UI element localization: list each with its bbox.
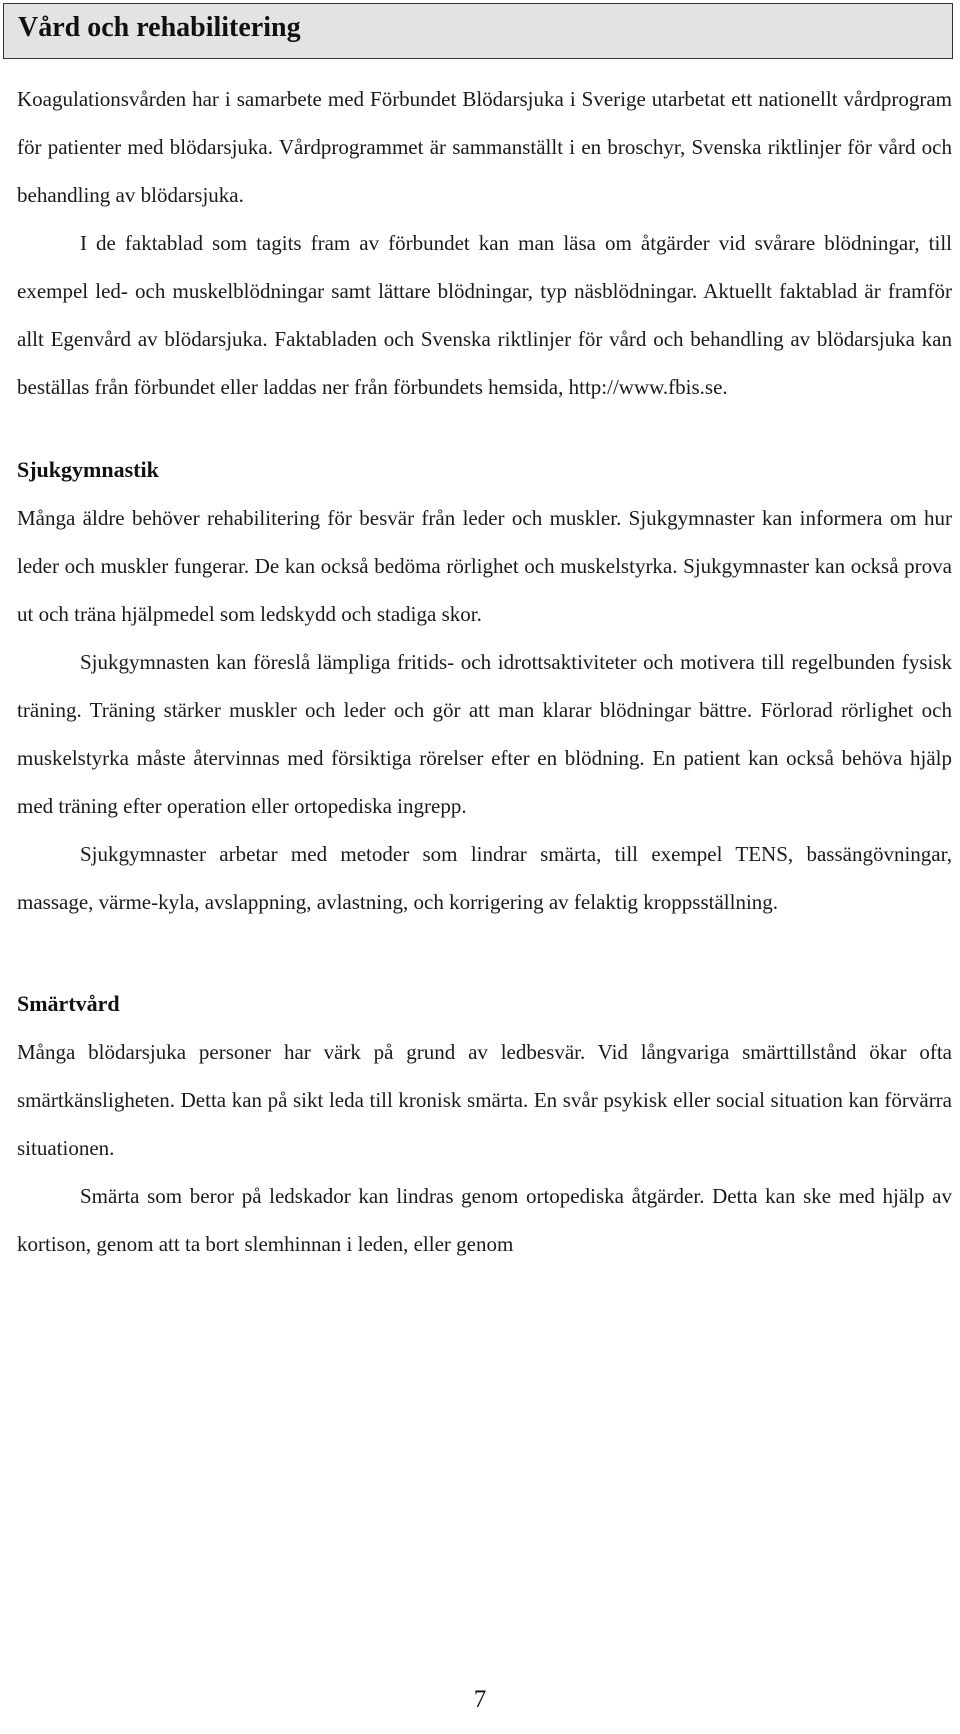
intro-paragraph: Koagulationsvården har i samarbete med Förbundet Blödarsjuka i Sverige utarbetat ett nationellt vårdprogram för patienter med blödarsjuka. Vårdprogrammet är sammanställt i en broschyr, Svenska riktlinjer för vård och behandling av blödarsjuka. [17,87,952,207]
smartvard-paragraph: Smärta som beror på ledskador kan lindras genom ortopediska åtgärder. Detta kan ske med hjälp av kortison, genom att ta bort slemhinnan i leden, eller genom [17,1184,952,1256]
page-title: Vård och rehabilitering [18,12,301,43]
section-spacer [17,411,952,446]
smartvard-paragraph: Många blödarsjuka personer har värk på grund av ledbesvär. Vid långvariga smärttillstånd ökar ofta smärtkänsligheten. Detta kan på sikt leda till kronisk smärta. En svår psykisk eller social situation kan förvärra situationen. [17,1040,952,1160]
sjukgymnastik-paragraph: Sjukgymnaster arbetar med metoder som lindrar smärta, till exempel TENS, bassängövningar, massage, värme-kyla, avslappning, avlastning, och korrigering av felaktig kroppsställning. [17,842,952,914]
sjukgymnastik-paragraph: Sjukgymnasten kan föreslå lämpliga fritids- och idrottsaktiviteter och motivera till regelbunden fysisk träning. Träning stärker muskler och leder och gör att man klarar blödningar bättre. Förlorad rörlighet och muskelstyrka måste återvinnas med försiktiga rörelser efter en blödning. En patient kan också behöva hjälp med träning efter operation eller ortopediska ingrepp. [17,650,952,818]
section-heading-smartvard: Smärtvård [17,991,120,1016]
page-number: 7 [473,1686,487,1713]
section-spacer [17,926,952,980]
document-body [17,75,952,1268]
section-header-box [3,3,953,59]
section-heading-sjukgymnastik: Sjukgymnastik [17,457,159,482]
sjukgymnastik-paragraph: Många äldre behöver rehabilitering för besvär från leder och muskler. Sjukgymnaster kan informera om hur leder och muskler fungerar. De kan också bedöma rörlighet och muskelstyrka. Sjukgymnaster kan också prova ut och träna hjälpmedel som ledskydd och stadiga skor. [17,506,952,626]
intro-paragraph: I de faktablad som tagits fram av förbundet kan man läsa om åtgärder vid svårare blödningar, till exempel led- och muskelblödningar samt lättare blödningar, typ näsblödningar. Aktuellt faktablad är framför allt Egenvård av blödarsjuka. Faktabladen och Svenska riktlinjer för vård och behandling av blödarsjuka kan beställas från förbundet eller laddas ner från förbundets hemsida, http://www.fbis.se. [17,231,952,399]
